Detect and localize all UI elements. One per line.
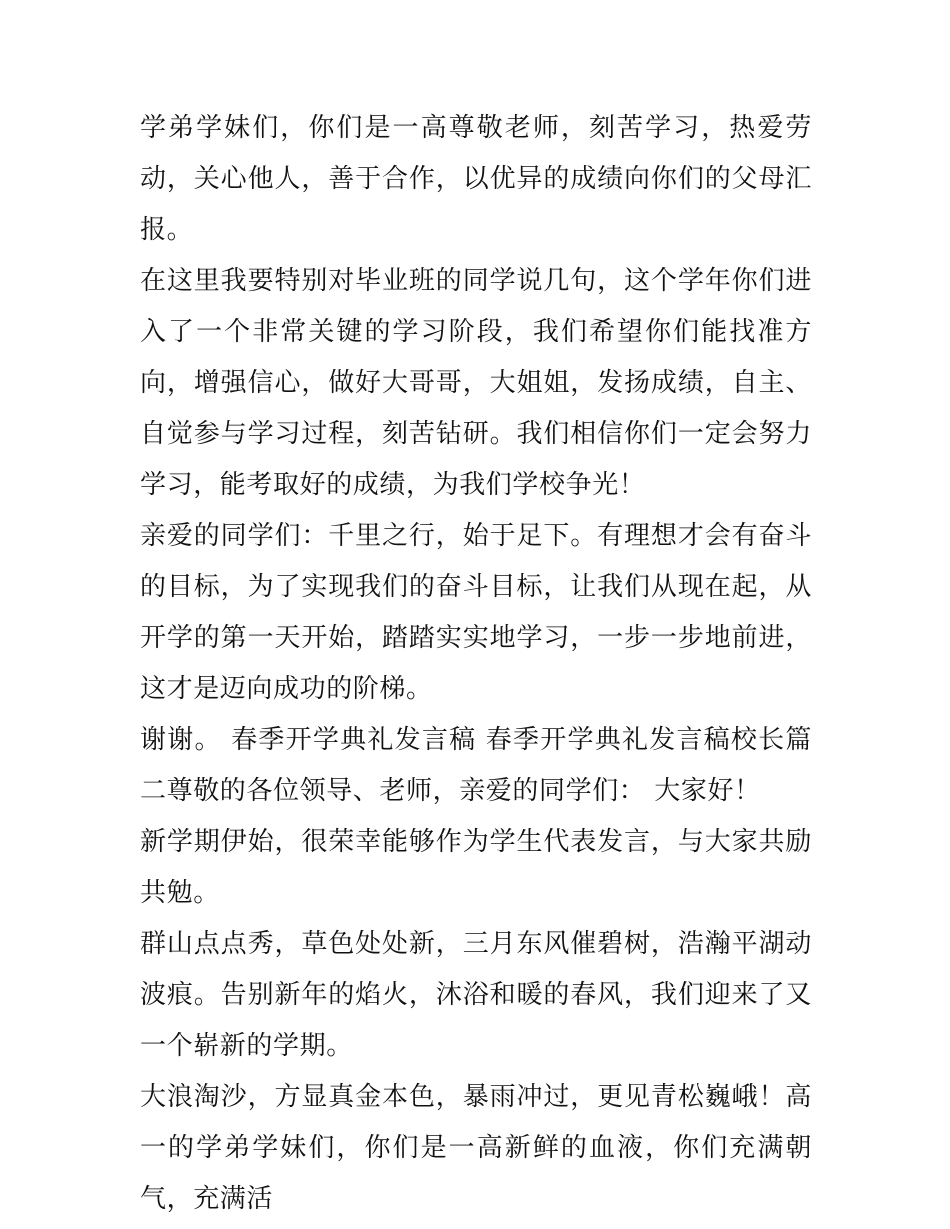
paragraph: 大浪淘沙，方显真金本色，暴雨冲过，更见青松巍峨！高一的学弟学妹们，你们是一高新鲜的血液，你们充满朝气，充满活 (140, 1082, 812, 1214)
paragraph: 新学期伊始，很荣幸能够作为学生代表发言，与大家共励共勉。 (140, 827, 812, 908)
paragraph: 谢谢。 春季开学典礼发言稿 春季开学典礼发言稿校长篇二尊敬的各位领导、老师，亲爱的同学们： 大家好！ (140, 725, 812, 806)
paragraph: 亲爱的同学们：千里之行，始于足下。有理想才会有奋斗的目标，为了实现我们的奋斗目标，让我们从现在起，从开学的第一天开始，踏踏实实地学习，一步一步地前进，这才是迈向成功的阶梯。 (140, 521, 812, 704)
paragraph: 群山点点秀，草色处处新，三月东风催碧树，浩瀚平湖动波痕。告别新年的焰火，沐浴和暖的春风，我们迎来了又一个崭新的学期。 (140, 929, 812, 1061)
document-body (140, 103, 812, 1225)
paragraph: 学弟学妹们，你们是一高尊敬老师，刻苦学习，热爱劳动，关心他人，善于合作，以优异的成绩向你们的父母汇报。 (140, 113, 812, 245)
paragraph: 在这里我要特别对毕业班的同学说几句，这个学年你们进入了一个非常关键的学习阶段，我们希望你们能找准方向，增强信心，做好大哥哥，大姐姐，发扬成绩，自主、自觉参与学习过程，刻苦钻研。我们相信你们一定会努力学习，能考取好的成绩，为我们学校争光！ (140, 266, 812, 500)
